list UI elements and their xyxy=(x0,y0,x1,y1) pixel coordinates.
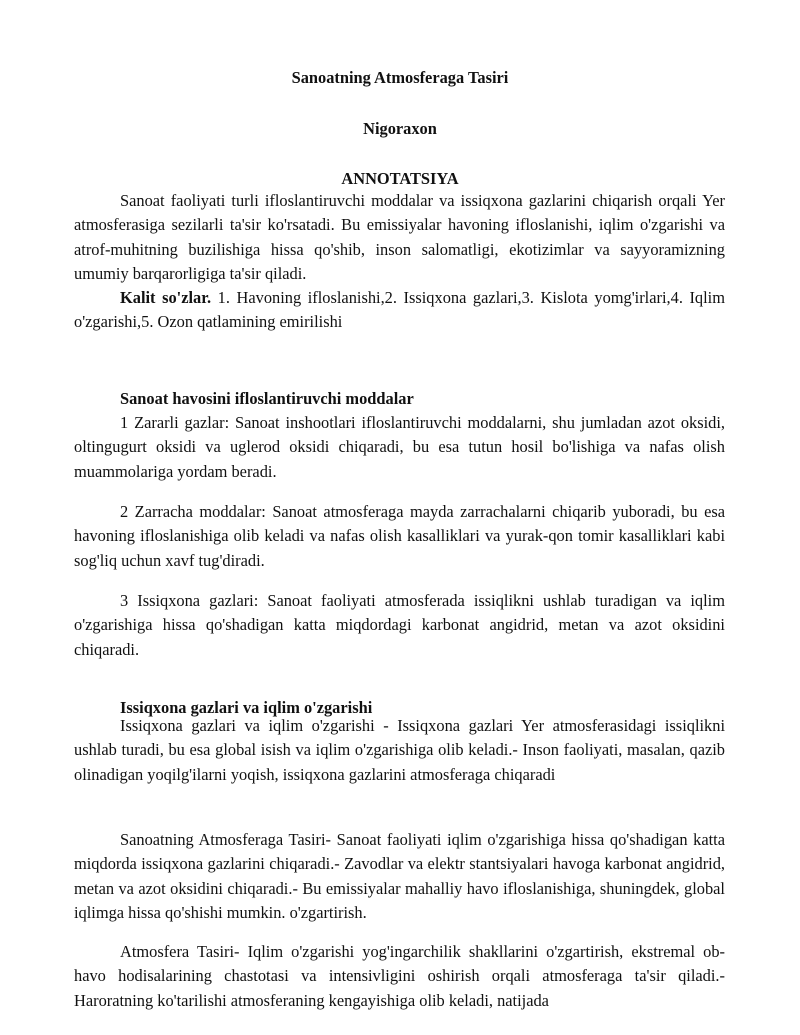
abstract-heading: ANNOTATSIYA xyxy=(341,169,459,188)
section2-paragraph-2: Sanoatning Atmosferaga Tasiri- Sanoat faoliyati iqlim o'zgarishiga hissa qo'shadigan katta miqdorda issiqxona gazlarini chiqaradi.- Zavodlar va elektr stantsiyalari havoga karbonat angidrid, metan va azot oksidini chiqaradi.- Bu emissiyalar mahalliy havo ifloslanishiga, shuningdek, global iqlimga hissa qo'shishi mumkin. o'zgartirish. xyxy=(74,830,725,922)
section2-body xyxy=(74,714,725,787)
abstract-paragraph: Sanoat faoliyati turli ifloslantiruvchi moddalar va issiqxona gazlarini chiqarish orqali Yer atmosferasiga sezilarli ta'sir ko'rsatadi. Bu emissiyalar havoning ifloslanishi, iqlim o'zgarishi va atrof-muhitning buzilishiga hissa qo'shib, inson salomatligi, ekotizimlar va sayyoramizning umumiy barqarorligiga ta'sir qiladi. xyxy=(74,191,725,283)
section1-body xyxy=(74,411,725,484)
keywords-text: 1. Havoning ifloslanishi,2. Issiqxona gazlari,3. Kislota yomg'irlari,4. Iqlim o'zgarishi,5. Ozon qatlamining emirilishi xyxy=(74,288,725,332)
section2-heading: Issiqxona gazlari va iqlim o'zgarishi xyxy=(120,698,373,717)
section2-body-2 xyxy=(74,828,725,925)
section1-body-2 xyxy=(74,500,725,573)
keywords-label: Kalit so'zlar. xyxy=(120,288,212,308)
abstract-block xyxy=(74,189,725,335)
keywords-paragraph xyxy=(74,286,725,335)
author-name: Nigoraxon xyxy=(363,119,437,138)
section1-paragraph-2: 2 Zarracha moddalar: Sanoat atmosferaga mayda zarrachalarni chiqarib yuboradi, bu esa havoning ifloslanishiga olib keladi va nafas olish kasalliklari va yurak-qon tomir kasalliklari kabi sog'liq uchun xavf tug'diradi. xyxy=(74,502,725,570)
section1-body-3 xyxy=(74,589,725,662)
section2-paragraph-1: Issiqxona gazlari va iqlim o'zgarishi - Issiqxona gazlari Yer atmosferasidagi issiqlikni ushlab turadi, bu esa global isish va iqlim o'zgarishiga olib keladi.- Inson faoliyati, masalan, qazib olinadigan yoqilg'ilarni yoqish, issiqxona gazlarini atmosferaga chiqaradi xyxy=(74,716,725,784)
section2-paragraph-3: Atmosfera Tasiri- Iqlim o'zgarishi yog'ingarchilik shakllarini o'zgartirish, ekstremal ob-havo hodisalarining chastotasi va intensivligini oshirish orqali atmosferaga ta'sir qiladi.- Haroratning ko'tarilishi atmosferaning kengayishiga olib keladi, natijada xyxy=(74,942,725,1010)
section1-paragraph-3: 3 Issiqxona gazlari: Sanoat faoliyati atmosferada issiqlikni ushlab turadigan va iqlim o'zgarishiga hissa qo'shadigan katta miqdordagi karbonat angidrid, metan va azot oksidini chiqaradi. xyxy=(74,591,725,659)
section1-paragraph-1: 1 Zararli gazlar: Sanoat inshootlari ifloslantiruvchi moddalarni, shu jumladan azot oksidi, oltingugurt oksidi va uglerod oksidi chiqaradi, bu esa tutun hosil bo'lishiga va nafas olish muammolariga yordam beradi. xyxy=(74,413,725,481)
section1-heading: Sanoat havosini ifloslantiruvchi moddalar xyxy=(120,389,414,408)
section2-body-3 xyxy=(74,940,725,1013)
document-title: Sanoatning Atmosferaga Tasiri xyxy=(291,68,509,87)
